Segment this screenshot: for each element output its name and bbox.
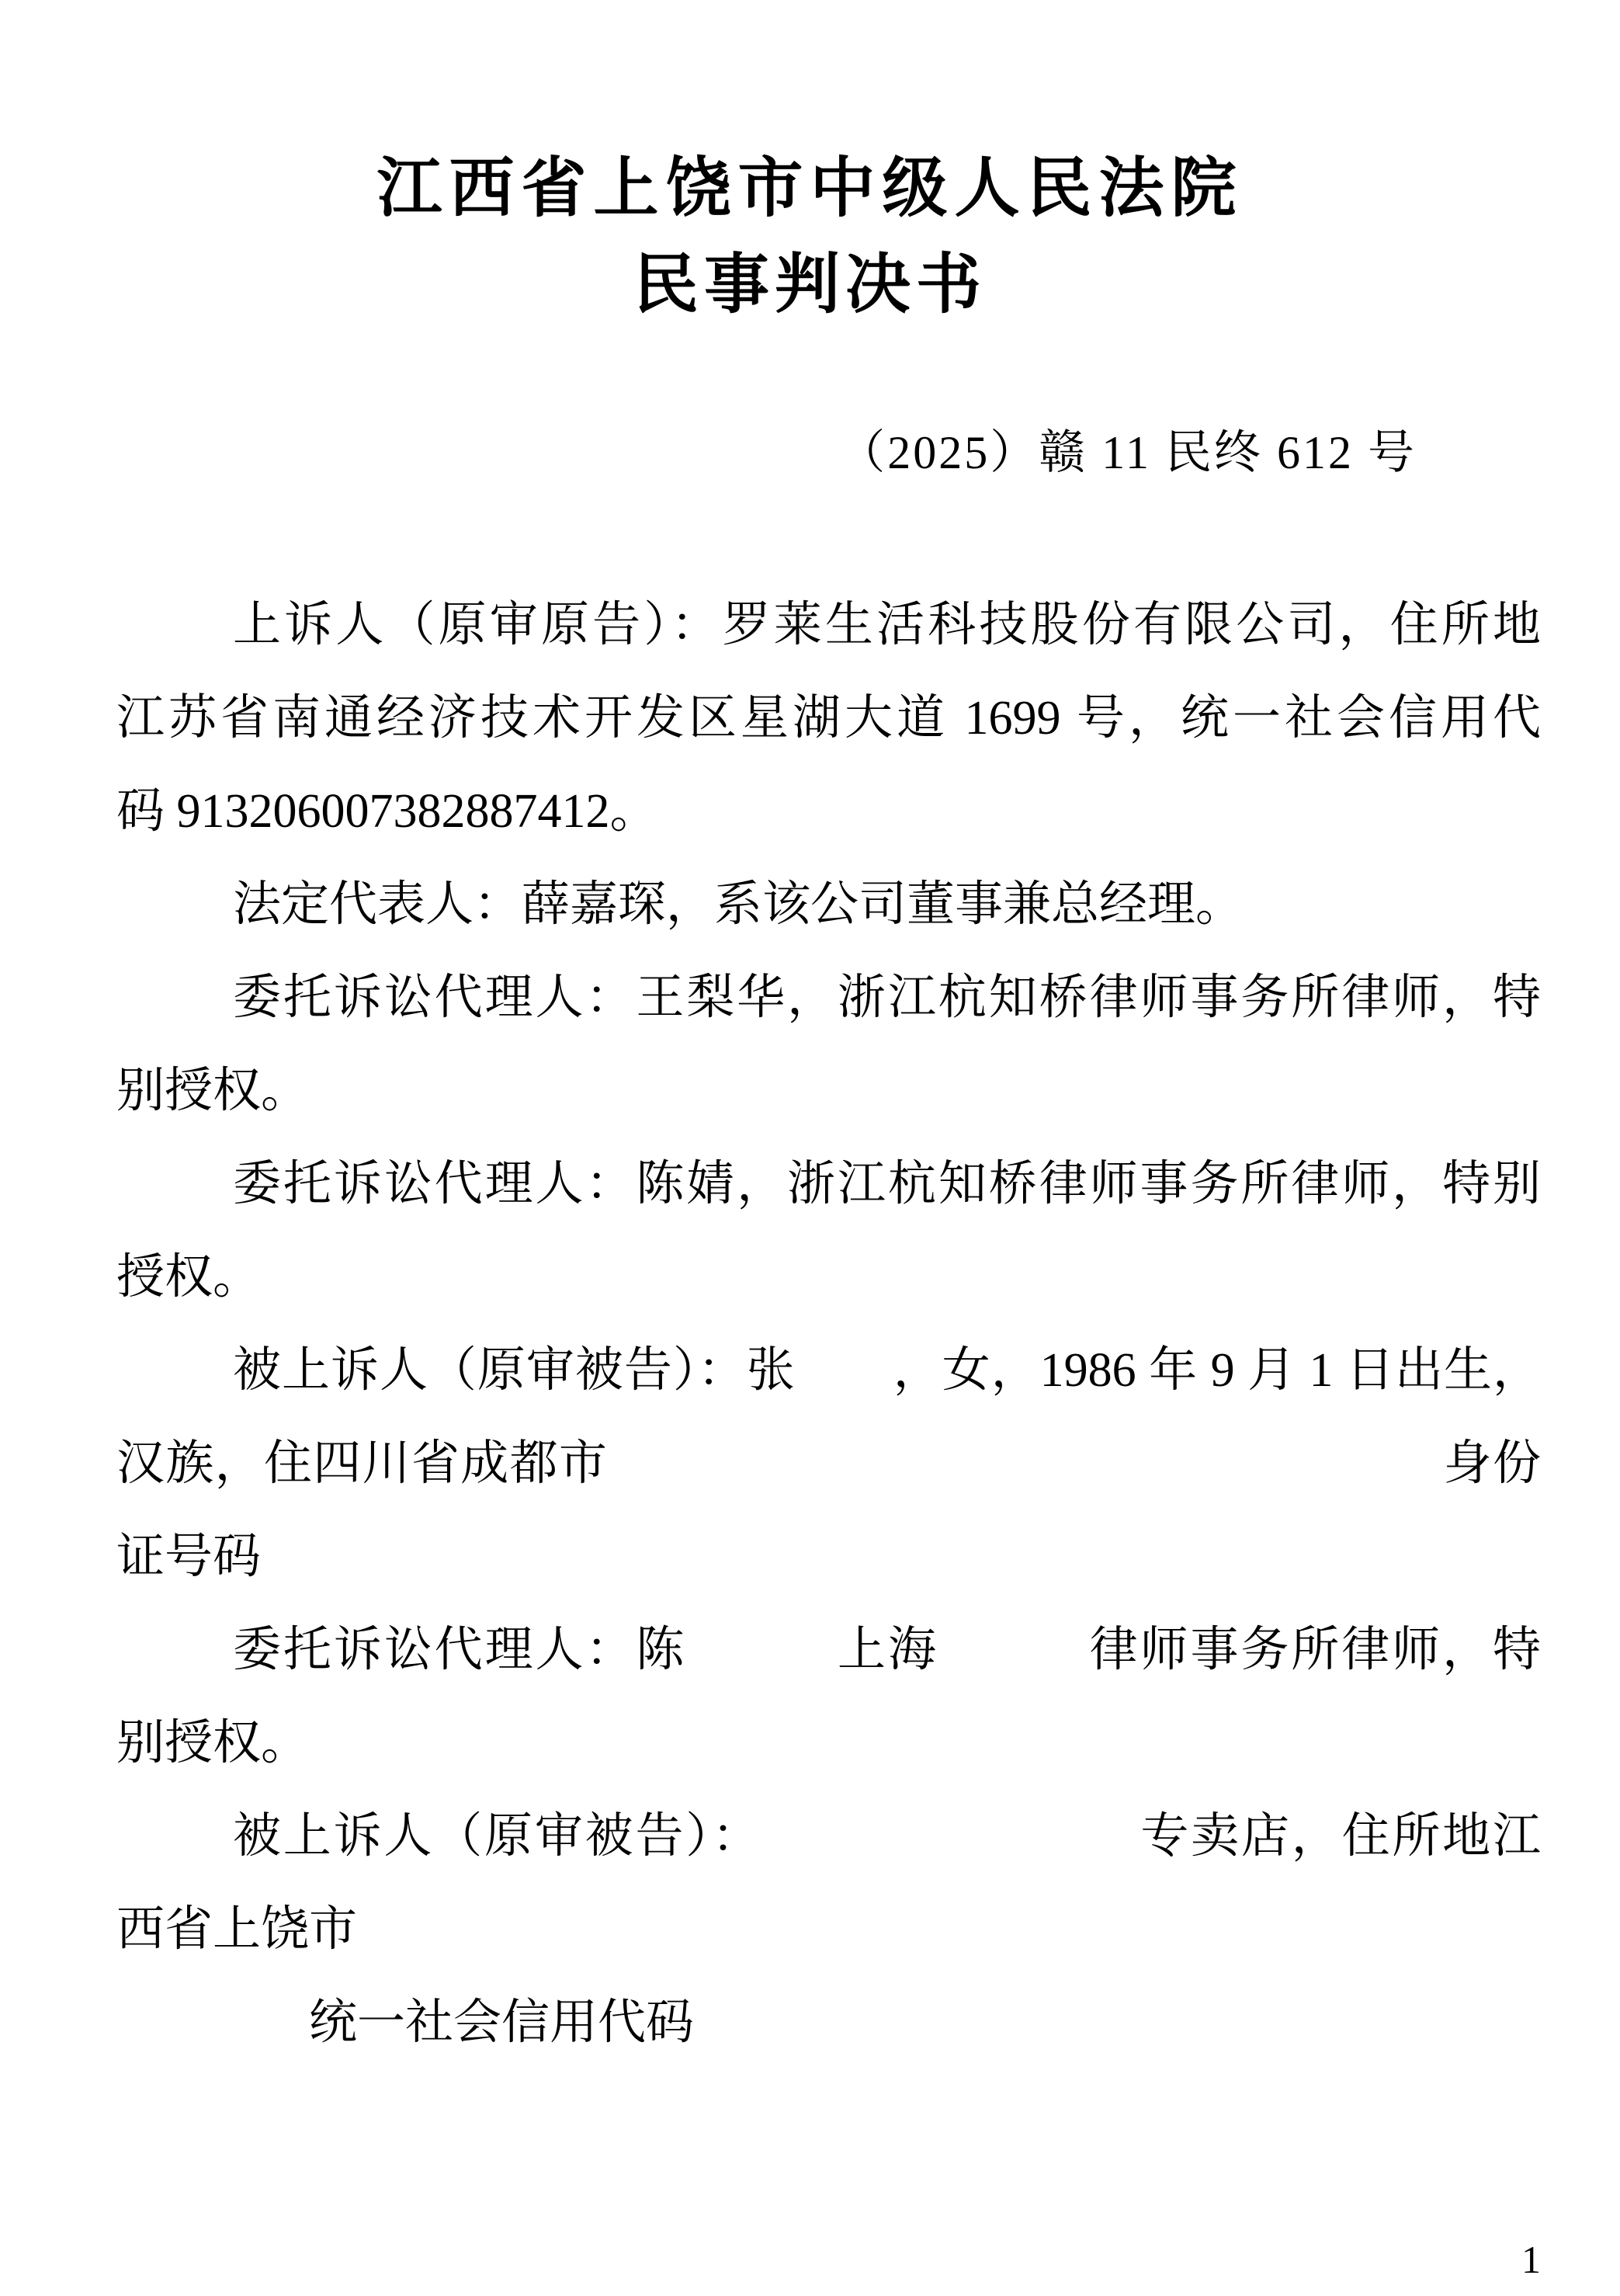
text-line: 别授权。 [116, 1717, 310, 1770]
text-line: 委托诉讼代理人：陈婧，浙江杭知桥律师事务所律师，特别 [233, 1158, 1541, 1211]
document-type-title: 民事判决书 [633, 249, 987, 321]
text-line: 委托诉讼代理人：王梨华，浙江杭知桥律师事务所律师，特 [233, 971, 1541, 1024]
text-line: 上诉人（原审原告）：罗莱生活科技股份有限公司，住所地 [233, 599, 1541, 651]
case-number: （2025）赣 11 民终 612 号 [838, 427, 1417, 478]
text-line: 汉族，住四川省成都市 身份 [116, 1437, 1541, 1490]
text-line: 江苏省南通经济技术开发区星湖大道 1699 号，统一社会信用代 [116, 692, 1541, 745]
text-line: 统一社会信用代码 [116, 1996, 695, 2049]
text-line: 委托诉讼代理人：陈 上海 律师事务所律师，特 [233, 1624, 1541, 1676]
text-line: 证号码 [116, 1530, 262, 1583]
court-name-title: 江西省上饶市中级人民法院 [376, 153, 1244, 225]
text-line: 法定代表人：薛嘉琛，系该公司董事兼总经理。 [233, 878, 1244, 931]
text-line: 西省上饶市 [116, 1903, 358, 1956]
text-line: 码 913206007382887412。 [116, 785, 658, 838]
text-line: 被上诉人（原审被告）： 专卖店，住所地江 [233, 1810, 1541, 1863]
text-line: 被上诉人（原审被告）：张 ，女，1986 年 9 月 1 日出生， [233, 1344, 1541, 1397]
text-line: 授权。 [116, 1251, 262, 1304]
page-number: 1 [1521, 2238, 1541, 2281]
text-line: 别授权。 [116, 1065, 310, 1117]
document-body [116, 578, 1541, 2069]
